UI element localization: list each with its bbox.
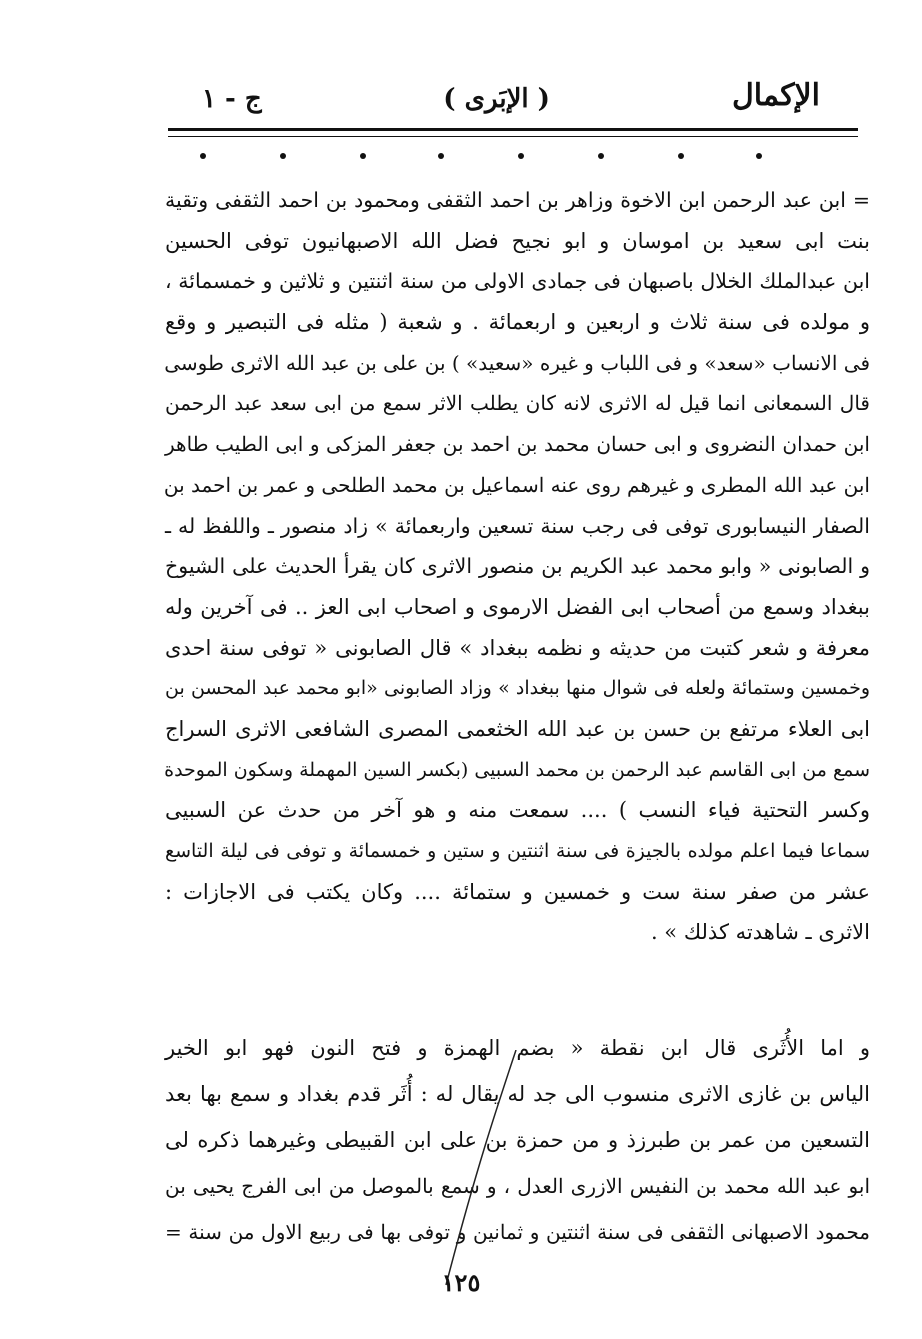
text-line: الاثرى ـ شاهدته كذلك » .: [650, 920, 870, 945]
ornament-dot: [438, 153, 444, 159]
text-line: ابن عبدالملك الخلال باصبهان فى جمادى الاولى من سنة اثنتين و ثلاثين و خمسمائة ،: [165, 269, 870, 294]
book-title: الإكمال: [731, 78, 820, 113]
text-line: بنت ابى سعيد بن اموسان و ابو نجيح فضل الله الاصبهانيون توفى الحسين: [165, 228, 870, 253]
text-line: التسعين من عمر بن طبرزذ و من حمزة بن على ابن القبيطى وغيرهما ذكره لى: [165, 1128, 870, 1152]
text-line: محمود الاصبهانى الثقفى فى سنة اثنتين و ثمانين و توفى بها فى ربيع الاول من سنة =: [165, 1220, 870, 1244]
ornament-dot: [678, 153, 684, 159]
paragraph-1: [165, 180, 870, 953]
text-line: = ابن عبد الرحمن ابن الاخوة وزاهر بن احمد الثقفى ومحمود بن احمد الثقفى وتقية: [165, 188, 870, 212]
text-line: معرفة و شعر كتبت من حديثه و نظمه ببغداد » قال الصابونى « توفى سنة احدى: [165, 635, 870, 660]
text-line: و اما الأُثَرى قال ابن نقطة « بضم الهمزة و فتح النون فهو ابو الخير: [165, 1036, 870, 1060]
text-line: وخمسين وستمائة ولعله فى شوال منها ببغداد » وزاد الصابونى «ابو محمد عبد المحسن بن: [165, 677, 870, 700]
text-line: ابن عبد الله المطرى و غيرهم روى عنه اسماعيل بن محمد الطلحى و عمر بن احمد بن: [163, 472, 870, 497]
header-rule-thick: [168, 128, 858, 131]
text-line: ابو عبد الله محمد بن النفيس الازرى العدل ، و سمع بالموصل من ابى الفرج يحيى بن: [165, 1174, 870, 1198]
ornament-dot: [518, 153, 524, 159]
text-line: فى الانساب «سعد» و فى اللباب و غيره «سعيد» ) بن على بن عبد الله الاثرى طوسى: [164, 350, 870, 375]
text-line: عشر من صفر سنة ست و خمسين و ستمائة .... وكان يكتب فى الاجازات :: [165, 879, 870, 904]
text-line: قال السمعانى انما قيل له الاثرى لانه كان يطلب الاثر سمع من ابى سعد عبد الرحمن: [165, 391, 870, 416]
text-line: سمع من ابى القاسم عبد الرحمن بن محمد السبيى (بكسر السين المهملة وسكون الموحدة: [164, 758, 870, 781]
ornament-dot: [280, 153, 286, 159]
text-line: الياس بن غازى الاثرى منسوب الى جد له يقال له : أُثَر قدم بغداد و سمع بها بعد: [165, 1082, 870, 1106]
page-number: ١٢٥: [441, 1268, 481, 1297]
volume-number: ج - ١: [202, 84, 262, 114]
text-line: ببغداد وسمع من أصحاب ابى الفضل الارموى و اصحاب ابى العز .. فى آخرين وله: [165, 594, 870, 619]
page-header: [180, 78, 820, 118]
ornament-dot: [200, 153, 206, 159]
ornament-dot: [360, 153, 366, 159]
text-line: و مولده فى سنة ثلاث و اربعين و اربعمائة . و شعبة ( مثله فى التبصير و وقع: [165, 310, 870, 335]
text-line: ابن حمدان النضروى و ابى حسان محمد بن احمد بن جعفر المزكى و ابى الطيب طاهر: [165, 432, 870, 457]
text-line: سماعا فيما اعلم مولده بالجيزة فى سنة اثنتين و ستين و خمسمائة و توفى فى ليلة التاسع: [165, 840, 870, 862]
ornament-dot: [598, 153, 604, 159]
section-title: ( الإبَرى ): [443, 84, 550, 114]
text-line: ابى العلاء مرتفع بن حسن بن عبد الله الخثعمى المصرى الشافعى الاثرى السراج: [165, 716, 870, 741]
header-rule-thin: [168, 136, 858, 137]
text-line: الصفار النيسابورى توفى فى رجب سنة تسعين واربعمائة » زاد منصور ـ واللفظ له ـ: [165, 513, 870, 538]
text-line: و الصابونى « وابو محمد عبد الكريم بن منصور الاثرى كان يقرأ الحديث على الشيوخ: [165, 554, 870, 579]
text-line: وكسر التحتية فياء النسب ) .... سمعت منه و هو آخر من حدث عن السبيى: [165, 798, 870, 823]
ornament-dots: [200, 153, 760, 163]
ornament-dot: [756, 153, 762, 159]
pen-mark: [436, 1050, 526, 1290]
